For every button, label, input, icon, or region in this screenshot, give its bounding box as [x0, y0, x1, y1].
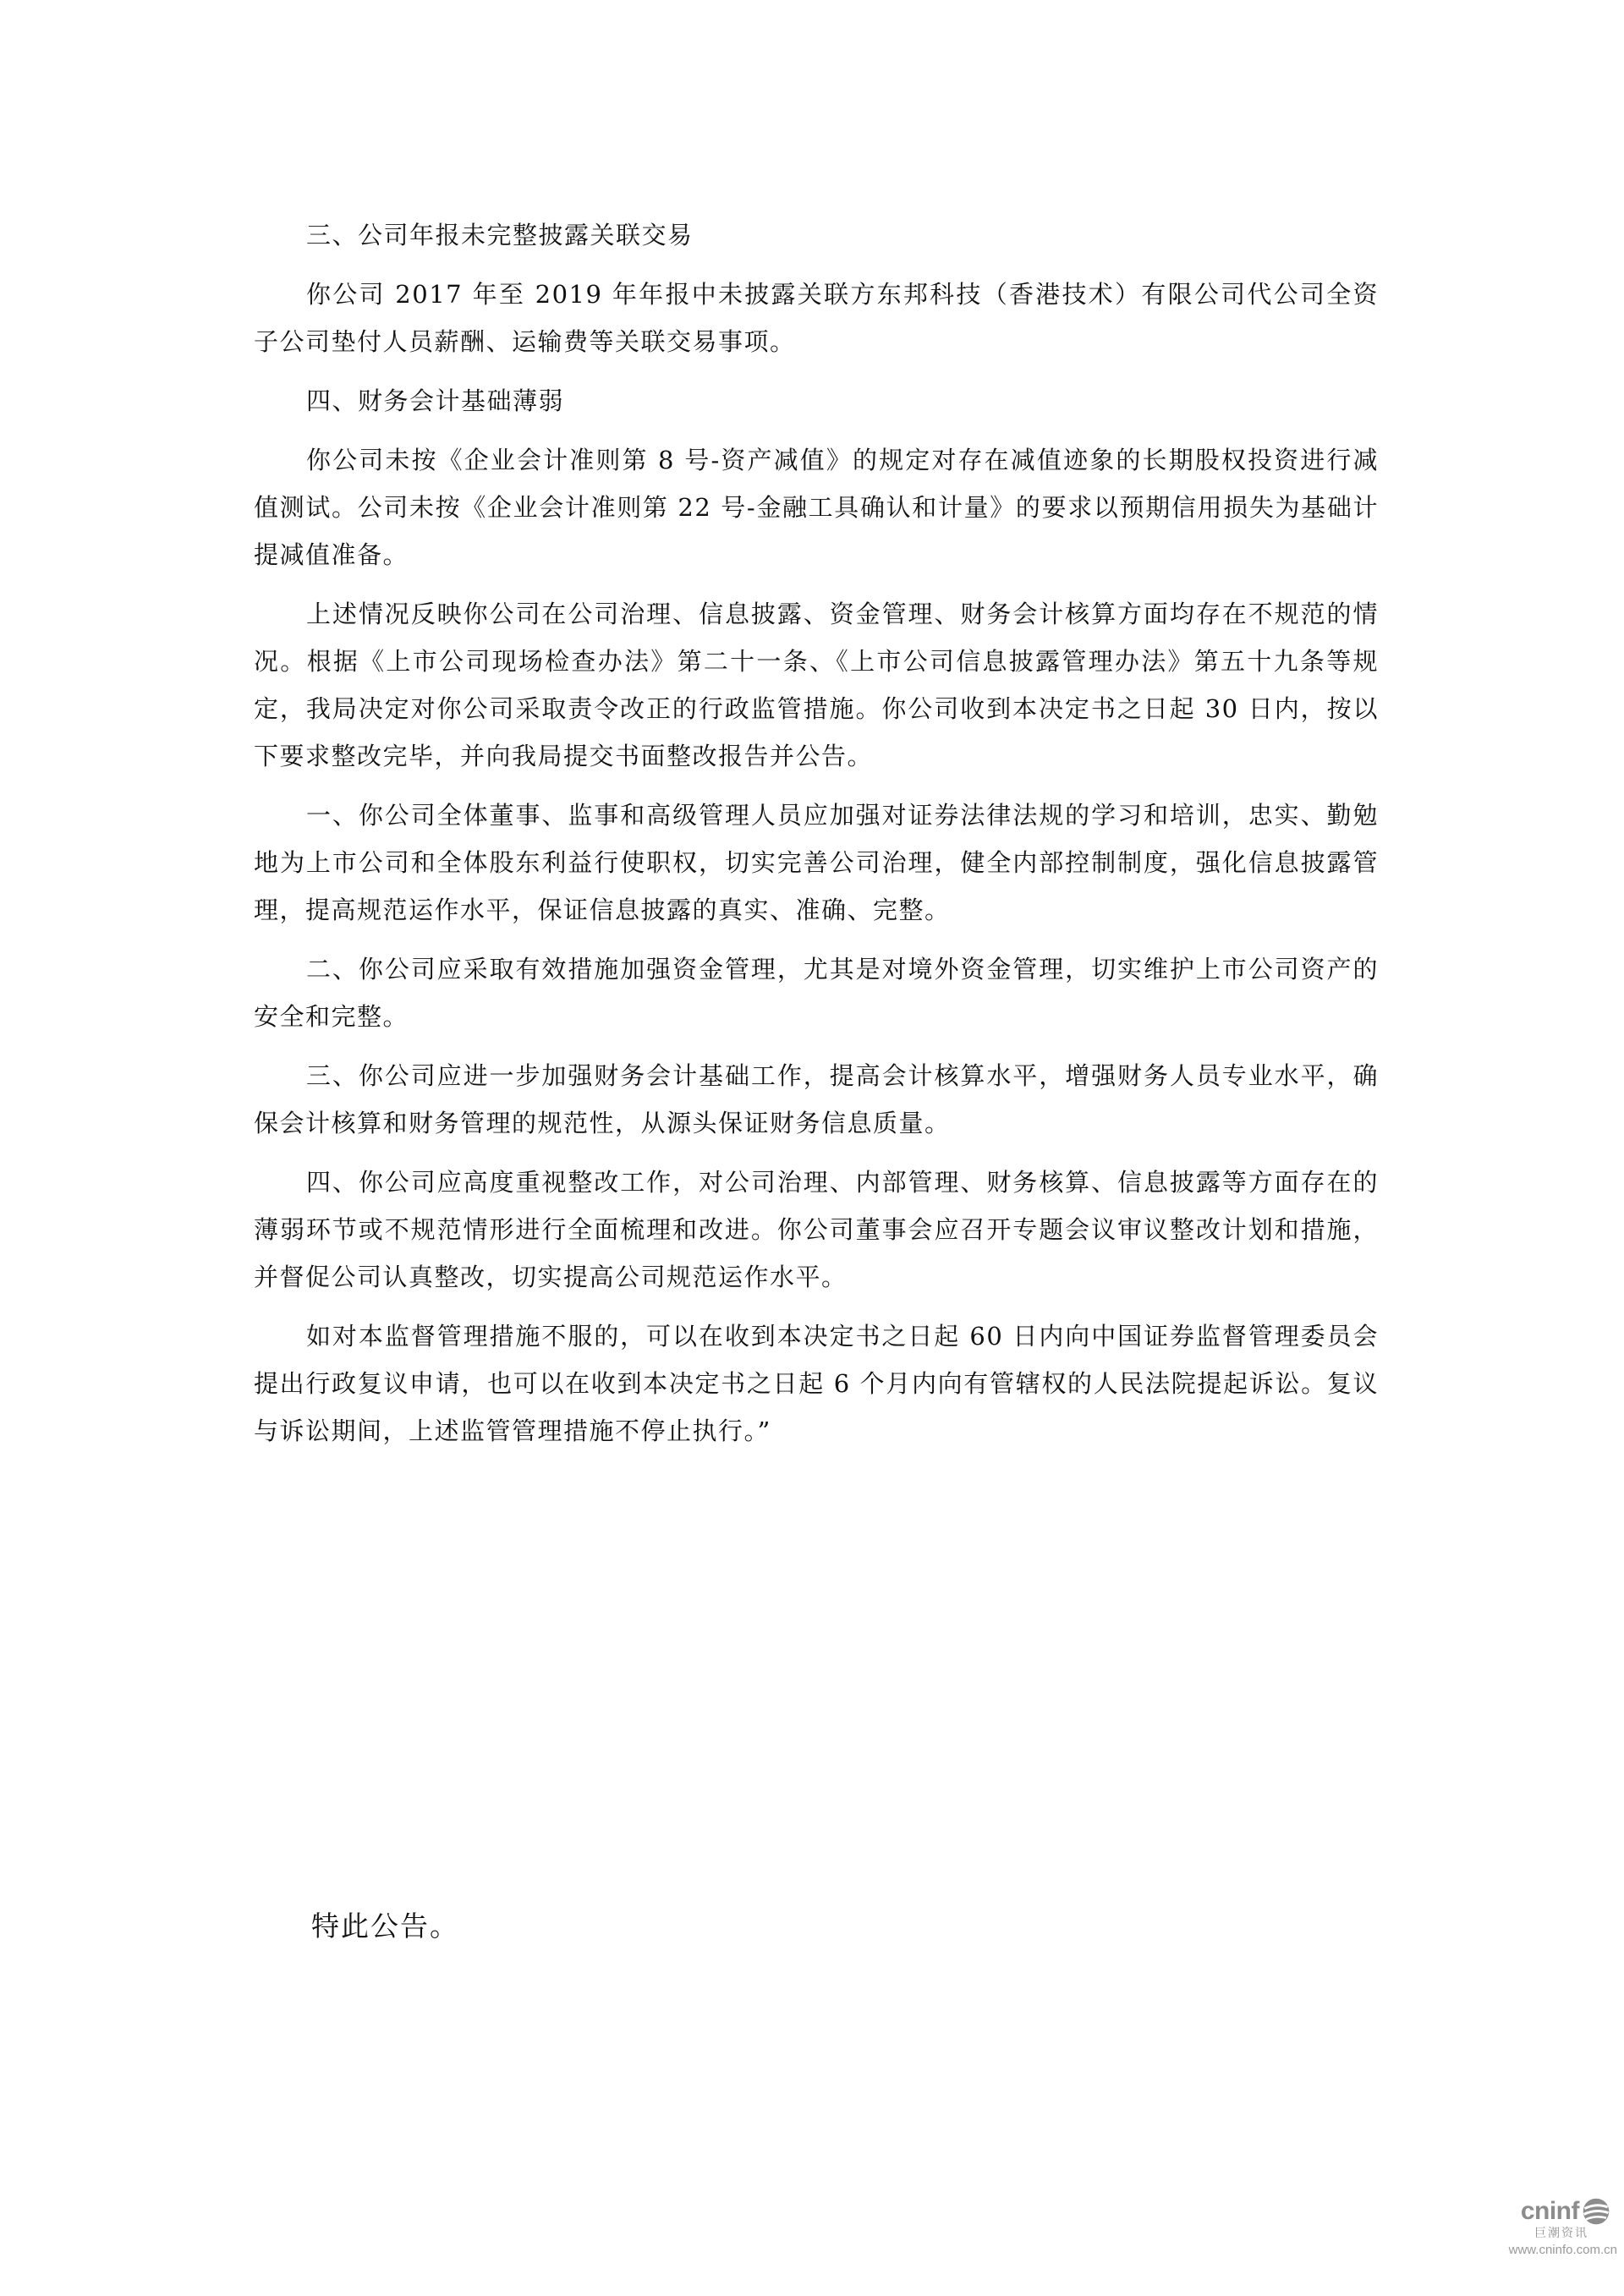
cninfo-watermark: [1462, 2197, 1622, 2290]
brand-name-cn: 巨潮资讯: [1534, 2226, 1588, 2239]
paragraph-decision: 上述情况反映你公司在公司治理、信息披露、资金管理、财务会计核算方面均存在不规范的情况。根据《上市公司现场检查办法》第二十一条、《上市公司信息披露管理办法》第五十九条等规定，我局决定对你公司采取责令改正的行政监管措施。你公司收到本决定书之日起 30 日内，按以下要求整改完毕，并向我局提交书面整改报告并公告。: [254, 600, 1379, 770]
cninfo-logo-icon: [1582, 2197, 1610, 2226]
paragraph-related-transactions: 你公司 2017 年至 2019 年年报中未披露关联方东邦科技（香港技术）有限公司代公司全资子公司垫付人员薪酬、运输费等关联交易事项。: [254, 280, 1379, 356]
paragraph-appeal-rights: 如对本监督管理措施不服的，可以在收到本决定书之日起 60 日内向中国证券监督管理委员会提出行政复议申请，也可以在收到本决定书之日起 6 个月内向有管辖权的人民法院提起诉讼。复议与诉讼期间，上述监管管理措施不停止执行。”: [254, 1322, 1379, 1445]
section-heading-accounting-basis: 四、财务会计基础薄弱: [306, 386, 565, 415]
paragraph-requirement-2: 二、你公司应采取有效措施加强资金管理，尤其是对境外资金管理，切实维护上市公司资产的安全和完整。: [254, 955, 1379, 1031]
document-body: [254, 211, 1379, 1466]
brand-url: www.cninfo.com.cn: [1508, 2243, 1617, 2257]
paragraph-requirement-1: 一、你公司全体董事、监事和高级管理人员应加强对证券法律法规的学习和培训，忠实、勤勉地为上市公司和全体股东利益行使职权，切实完善公司治理，健全内部控制制度，强化信息披露管理，提高规范运作水平，保证信息披露的真实、准确、完整。: [254, 801, 1379, 924]
paragraph-requirement-4: 四、你公司应高度重视整改工作，对公司治理、内部管理、财务核算、信息披露等方面存在的薄弱环节或不规范情形进行全面梳理和改进。你公司董事会应召开专题会议审议整改计划和措施，并督促公司认真整改，切实提高公司规范运作水平。: [254, 1168, 1379, 1291]
paragraph-accounting-basis: 你公司未按《企业会计准则第 8 号-资产减值》的规定对存在减值迹象的长期股权投资进行减值测试。公司未按《企业会计准则第 22 号-金融工具确认和计量》的要求以预期信用损失为基础计提减值准备。: [254, 446, 1379, 569]
closing-statement: 特此公告。: [311, 1910, 459, 1943]
brand-name: cninf: [1520, 2197, 1579, 2225]
section-heading-related-transactions: 三、公司年报未完整披露关联交易: [306, 221, 694, 249]
paragraph-requirement-3: 三、你公司应进一步加强财务会计基础工作，提高会计核算水平，增强财务人员专业水平，确保会计核算和财务管理的规范性，从源头保证财务信息质量。: [254, 1061, 1379, 1137]
